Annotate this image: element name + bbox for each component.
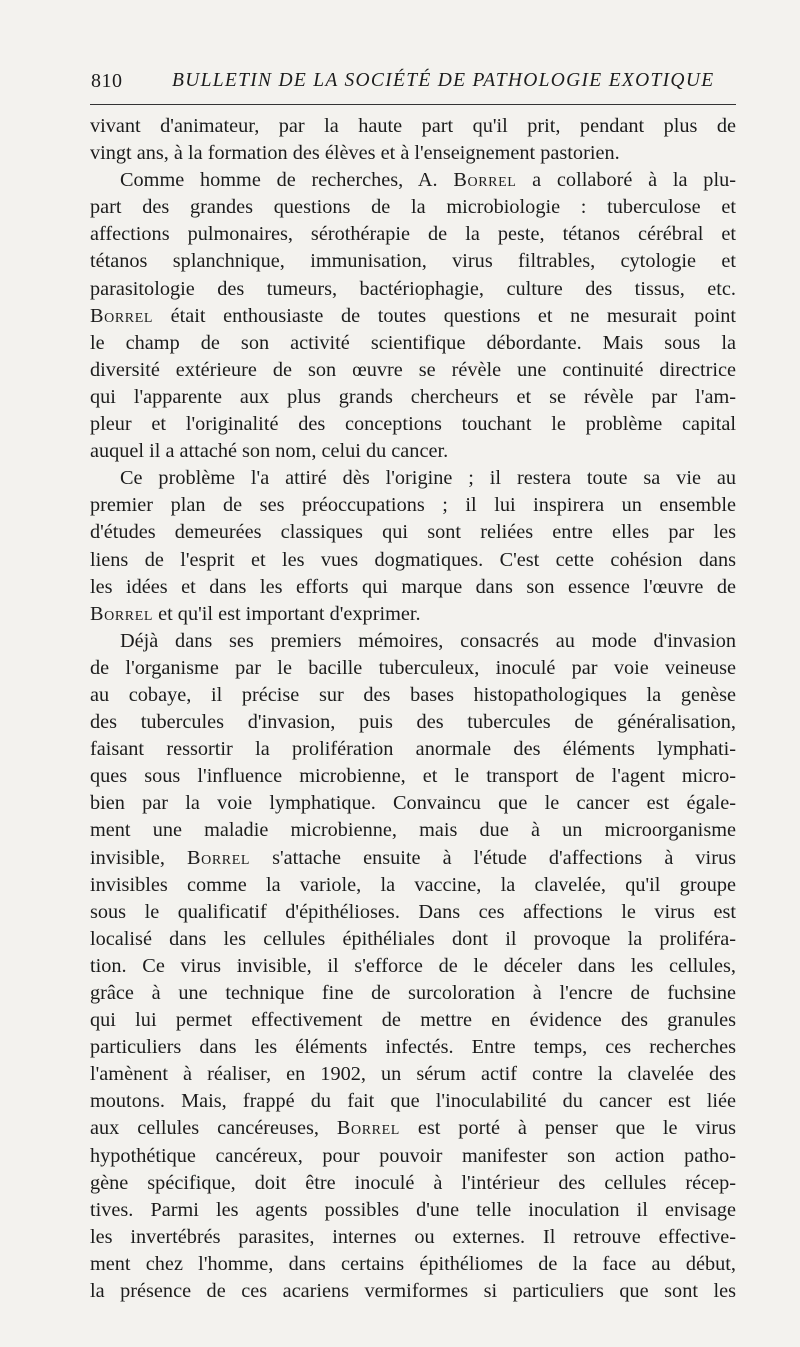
text-line: tion. Ce virus invisible, il s'efforce de le déceler dans les cellules, <box>90 954 736 977</box>
text-line: hypothétique cancéreux, pour pouvoir manifester son action patho- <box>90 1144 736 1167</box>
text-line: moutons. Mais, frappé du fait que l'inoculabilité du cancer est liée <box>90 1090 736 1113</box>
text-line: des tubercules d'invasion, puis des tubercules de généralisation, <box>90 711 736 734</box>
author-name: Borrel <box>453 169 517 192</box>
text-line: Comme homme de recherches, A. Borrel a collaboré à la plu- <box>120 169 736 192</box>
text-line: tétanos splanchnique, immunisation, virus filtrables, cytologie et <box>90 250 736 273</box>
text-line: bien par la voie lymphatique. Convaincu que le cancer est égale- <box>90 792 736 815</box>
author-name: Borrel <box>336 1117 400 1140</box>
text-line: de l'organisme par le bacille tuberculeux, inoculé par voie veineuse <box>90 656 736 679</box>
text-line: qui lui permet effectivement de mettre en évidence des granules <box>90 1009 736 1032</box>
text-line: au cobaye, il précise sur des bases histopathologiques la genèse <box>90 683 736 706</box>
body-text <box>90 113 736 1305</box>
text-line: aux cellules cancéreuses, Borrel est porté à penser que le virus <box>90 1117 737 1140</box>
header-rule <box>90 104 736 105</box>
text-line: parasitologie des tumeurs, bactériophagie, culture des tissus, etc. <box>90 277 736 300</box>
text-line: d'études demeurées classiques qui sont reliées entre elles par les <box>90 521 736 544</box>
text-line: particuliers dans les éléments infectés. Entre temps, ces recherches <box>90 1036 736 1059</box>
text-line: liens de l'esprit et les vues dogmatiques. C'est cette cohésion dans <box>90 548 736 571</box>
text-line: part des grandes questions de la microbiologie : tuberculose et <box>90 196 736 219</box>
text-line: Ce problème l'a attiré dès l'origine ; il restera toute sa vie au <box>120 467 736 490</box>
running-title: BULLETIN DE LA SOCIÉTÉ DE PATHOLOGIE EXOTIQUE <box>172 70 715 91</box>
text-line: le champ de son activité scientifique débordante. Mais sous la <box>90 331 736 354</box>
author-name: Borrel <box>90 304 154 327</box>
text-line: vivant d'animateur, par la haute part qu'il prit, pendant plus de <box>90 115 736 137</box>
text-line: ment chez l'homme, dans certains épithéliomes de la face au début, <box>90 1252 736 1275</box>
text-line: auquel il a attaché son nom, celui du cancer. <box>90 440 449 463</box>
page-number: 810 <box>91 70 123 92</box>
text-line: vingt ans, à la formation des élèves et à l'enseignement pastorien. <box>90 142 620 165</box>
text-line: grâce à une technique fine de surcoloration à l'encre de fuchsine <box>90 982 736 1004</box>
text-line: qui l'apparente aux plus grands chercheurs et se révèle par l'am- <box>90 385 736 408</box>
text-line: ment une maladie microbienne, mais due à un microorganisme <box>90 819 736 842</box>
text-line: invisible, Borrel s'attache ensuite à l'étude d'affections à virus <box>90 846 736 869</box>
text-line: ques sous l'influence microbienne, et le transport de l'agent micro- <box>90 765 736 788</box>
text-line: invisibles comme la variole, la vaccine, la clavelée, qu'il groupe <box>90 873 736 896</box>
text-line: diversité extérieure de son œuvre se révèle une continuité directrice <box>90 358 736 381</box>
text-line: les invertébrés parasites, internes ou externes. Il retrouve effective- <box>90 1225 736 1248</box>
text-line: la présence de ces acariens vermiformes si particuliers que sont les <box>90 1280 736 1303</box>
text-line: pleur et l'originalité des conceptions touchant le problème capital <box>90 413 736 436</box>
author-name: Borrel <box>186 846 251 869</box>
text-line: gène spécifique, doit être inoculé à l'intérieur des cellules récep- <box>90 1171 736 1194</box>
text-line: Borrel et qu'il est important d'exprimer. <box>90 602 421 625</box>
text-line: Déjà dans ses premiers mémoires, consacrés au mode d'invasion <box>120 629 736 652</box>
author-name: Borrel <box>90 602 154 625</box>
text-line: localisé dans les cellules épithéliales dont il provoque la proliféra- <box>90 927 736 950</box>
text-line: faisant ressortir la prolifération anormale des éléments lymphati- <box>90 738 736 761</box>
text-line: sous le qualificatif d'épithélioses. Dans ces affections le virus est <box>90 900 736 923</box>
text-line: premier plan de ses préoccupations ; il lui inspirera un ensemble <box>90 494 736 517</box>
text-line: tives. Parmi les agents possibles d'une telle inoculation il envisage <box>90 1198 736 1221</box>
text-line: affections pulmonaires, sérothérapie de la peste, tétanos cérébral et <box>90 223 736 246</box>
text-line: l'amènent à réaliser, en 1902, un sérum actif contre la clavelée des <box>90 1063 736 1086</box>
text-line: les idées et dans les efforts qui marque dans son essence l'œuvre de <box>90 575 736 598</box>
text-line: Borrel était enthousiaste de toutes questions et ne mesurait point <box>90 304 736 327</box>
